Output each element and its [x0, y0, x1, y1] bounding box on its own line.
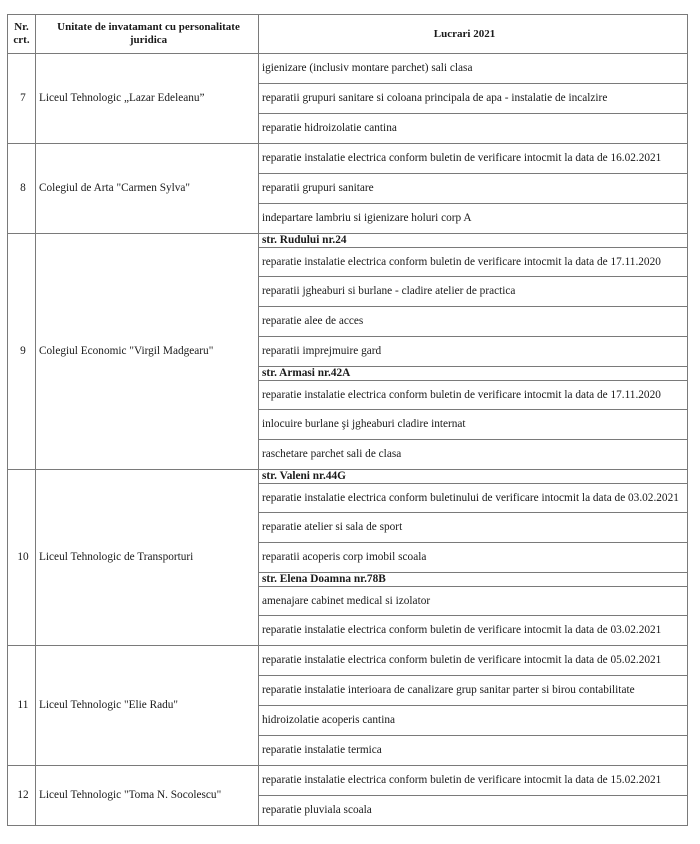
work-item: amenajare cabinet medical si izolator	[259, 587, 688, 616]
row-number: 8	[8, 144, 36, 234]
school-name: Liceul Tehnologic "Toma N. Socolescu"	[36, 766, 259, 826]
work-item: reparatie instalatie electrica conform buletin de verificare intocmit la data de 05.02.2021	[259, 646, 688, 676]
work-item: reparatie instalatie electrica conform buletin de verificare intocmit la data de 15.02.2021	[259, 766, 688, 796]
work-item: hidroizolatie acoperis cantina	[259, 706, 688, 736]
work-item: reparatie alee de acces	[259, 307, 688, 337]
work-item: reparatii jgheaburi si burlane - cladire atelier de practica	[259, 277, 688, 307]
table-row	[8, 234, 688, 248]
work-item: reparatie hidroizolatie cantina	[259, 114, 688, 144]
table-row	[8, 54, 688, 84]
school-name: Colegiul Economic "Virgil Madgearu"	[36, 234, 259, 470]
table-row	[8, 646, 688, 676]
header-unit: Unitate de invatamant cu personalitate juridica	[36, 15, 259, 54]
school-name: Colegiul de Arta "Carmen Sylva"	[36, 144, 259, 234]
row-number: 7	[8, 54, 36, 144]
table-row	[8, 144, 688, 174]
header-nr: Nr. crt.	[8, 15, 36, 54]
row-number: 10	[8, 470, 36, 646]
school-name: Liceul Tehnologic de Transporturi	[36, 470, 259, 646]
header-row	[8, 15, 688, 54]
work-item: reparatie atelier si sala de sport	[259, 513, 688, 543]
school-name: Liceul Tehnologic „Lazar Edeleanu”	[36, 54, 259, 144]
work-item: inlocuire burlane şi jgheaburi cladire internat	[259, 410, 688, 440]
work-item: reparatii imprejmuire gard	[259, 337, 688, 367]
work-item: reparatie instalatie interioara de canalizare grup sanitar parter si birou contabilitate	[259, 676, 688, 706]
work-item: reparatie pluviala scoala	[259, 796, 688, 826]
works-table	[7, 14, 688, 826]
work-item: reparatie instalatie termica	[259, 736, 688, 766]
address-heading: str. Elena Doamna nr.78B	[259, 573, 688, 587]
work-item: reparatie instalatie electrica conform buletin de verificare intocmit la data de 17.11.2020	[259, 381, 688, 410]
row-number: 12	[8, 766, 36, 826]
work-item: reparatii grupuri sanitare	[259, 174, 688, 204]
work-item: reparatie instalatie electrica conform buletin de verificare intocmit la data de 03.02.2021	[259, 616, 688, 646]
table-body	[8, 54, 688, 826]
work-item: reparatii acoperis corp imobil scoala	[259, 543, 688, 573]
header-lucrari: Lucrari 2021	[259, 15, 688, 54]
work-item: igienizare (inclusiv montare parchet) sali clasa	[259, 54, 688, 84]
table-row	[8, 470, 688, 484]
row-number: 11	[8, 646, 36, 766]
work-item: reparatie instalatie electrica conform buletinului de verificare intocmit la data de 03.02.2021	[259, 484, 688, 513]
work-item: raschetare parchet sali de clasa	[259, 440, 688, 470]
address-heading: str. Armasi nr.42A	[259, 367, 688, 381]
address-heading: str. Rudului nr.24	[259, 234, 688, 248]
school-name: Liceul Tehnologic "Elie Radu"	[36, 646, 259, 766]
row-number: 9	[8, 234, 36, 470]
work-item: reparatie instalatie electrica conform buletin de verificare intocmit la data de 16.02.2021	[259, 144, 688, 174]
work-item: reparatii grupuri sanitare si coloana principala de apa - instalatie de incalzire	[259, 84, 688, 114]
table-row	[8, 766, 688, 796]
work-item: indepartare lambriu si igienizare holuri corp A	[259, 204, 688, 234]
work-item: reparatie instalatie electrica conform buletin de verificare intocmit la data de 17.11.2020	[259, 248, 688, 277]
address-heading: str. Valeni nr.44G	[259, 470, 688, 484]
